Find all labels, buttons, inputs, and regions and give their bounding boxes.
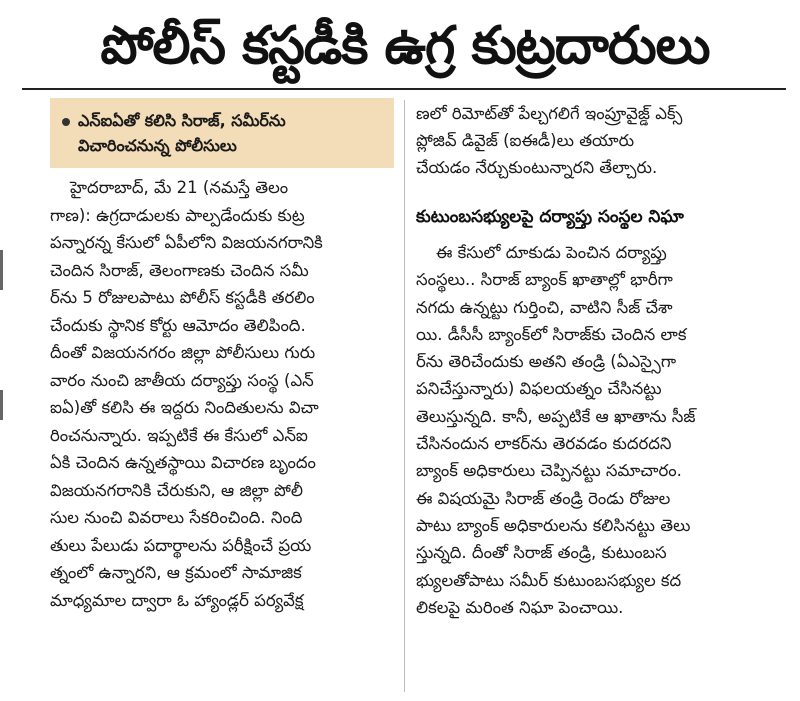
text-line: వారం నుంచి జాతీయ దర్యాప్తు సంస్థ (ఎన్: [50, 370, 314, 390]
right-column: [416, 100, 776, 621]
subheadline-line: ఎన్ఐఏతో కలిసి సిరాజ్, సమీర్‌ను: [78, 111, 286, 130]
text-line: గాణ): ఉగ్రదాడులకు పాల్పడేందుకు కుట్ర: [50, 205, 305, 225]
section-heading: కుటుంబసభ్యులపై దర్యాప్తు సంస్థల నిఘా: [416, 207, 684, 227]
headline: పోలీస్ కస్టడీకి ఉగ్ర కుట్రదారులు: [100, 16, 710, 76]
text-line: ఈ విషయమై సిరాజ్ తండ్రి రెండు రోజుల: [416, 488, 671, 508]
text-line: ఈ కేసులో దూకుడు పెంచిన దర్యాప్తు: [436, 243, 667, 262]
right-paragraph: [416, 239, 776, 621]
text-line: విజయనగరానికి చేరుకుని, ఆ జిల్లా పోలీ: [50, 480, 303, 500]
column-divider: [404, 100, 405, 692]
text-line: ఐఏ)తో కలిసి ఈ ఇద్దరు నిందితులను విచా: [50, 398, 319, 417]
subheadline-line: విచారించనున్న పోలీసులు: [78, 136, 237, 155]
right-paragraph: [416, 100, 776, 181]
text-line: ఏకి చెందిన ఉన్నతస్థాయి విచారణ బృందం: [50, 453, 316, 472]
text-line: చేసినందున లాకర్‌ను తెరవడం కుదరదని: [416, 434, 672, 454]
edge-mark: [0, 390, 3, 420]
text-line: లికలపై మరింత నిఘా పెంచాయి.: [416, 597, 624, 617]
text-line: తెలుస్తున్నది. కానీ, అప్పటికే ఆ ఖాతాను సీజ్: [416, 406, 696, 426]
left-paragraph: [50, 174, 394, 614]
text-line: ప్లోజివ్ డివైజ్ (ఐఈడీ)లు తయారు: [416, 131, 635, 150]
text-line: చెందిన సిరాజ్, తెలంగాణకు చెందిన సమీ: [50, 260, 309, 280]
text-line: సుల నుంచి వివరాలు సేకరించింది. నింది: [50, 508, 303, 527]
text-line: బ్యాంక్ అధికారులు చెప్పినట్టు సమాచారం.: [416, 461, 682, 481]
text-line: ణలో రిమోట్‌తో పేల్చగలిగే ఇంప్రూవైజ్డ్ ఎక్స్: [416, 104, 683, 123]
text-line: చేందుకు స్థానిక కోర్టు ఆమోదం తెలిపింది.: [50, 315, 306, 335]
edge-mark: [0, 250, 3, 290]
text-line: పాటు బ్యాంక్ అధికారులను కలిసినట్టు తెలు: [416, 515, 691, 535]
text-line: రించనున్నారు. ఇప్పటికే ఈ కేసులో ఎన్ఐ: [50, 425, 308, 445]
text-line: చేయడం నేర్చుకుంటున్నారని తేల్చారు.: [416, 158, 658, 177]
text-line: ర్‌ను 5 రోజులపాటు పోలీస్ కస్టడీకి తరలిం: [50, 288, 315, 307]
text-line: నగదు ఉన్నట్టు గుర్తించి, వాటిని సీజ్ చేశా: [416, 297, 673, 317]
text-line: ర్‌ను తెరిచేందుకు అతని తండ్రి (ఏఎస్సైగా: [416, 352, 677, 372]
subheadline-box: [50, 98, 394, 168]
left-column: [50, 98, 394, 614]
text-line: మాధ్యమాల ద్వారా ఓ హ్యాండ్లర్ పర్యవేక్ష: [50, 590, 304, 610]
text-line: సంస్థలు.. సిరాజ్ బ్యాంక్ ఖాతాల్లో భారీగా: [416, 270, 673, 290]
text-line: స్తున్నది. దీంతో సిరాజ్ తండ్రి, కుటుంబస: [416, 543, 667, 563]
headline-rule: [22, 88, 786, 90]
text-line: హైదరాబాద్, మే 21 (నమస్తే తెలం: [70, 178, 289, 197]
text-line: దీంతో విజయనగరం జిల్లా పోలీసులు గురు: [50, 343, 316, 362]
text-line: పన్నారన్న కేసులో ఏపీలోని విజయనగరానికి: [50, 233, 323, 252]
text-line: పనిచేస్తున్నారు) విఫలయత్నం చేసినట్టు: [416, 379, 662, 399]
text-line: యి. డీసీసీ బ్యాంక్‌లో సిరాజ్‌కు చెందిన లాక: [416, 324, 687, 344]
text-line: భ్యులతోపాటు సమీర్ కుటుంబసభ్యుల కద: [416, 570, 682, 590]
bullet-icon: [62, 118, 70, 126]
text-line: త్నంలో ఉన్నారని, ఆ క్రమంలో సామాజిక: [50, 563, 302, 582]
text-line: తులు పేలుడు పదార్థాలను పరీక్షించే ప్రయ: [50, 535, 312, 555]
